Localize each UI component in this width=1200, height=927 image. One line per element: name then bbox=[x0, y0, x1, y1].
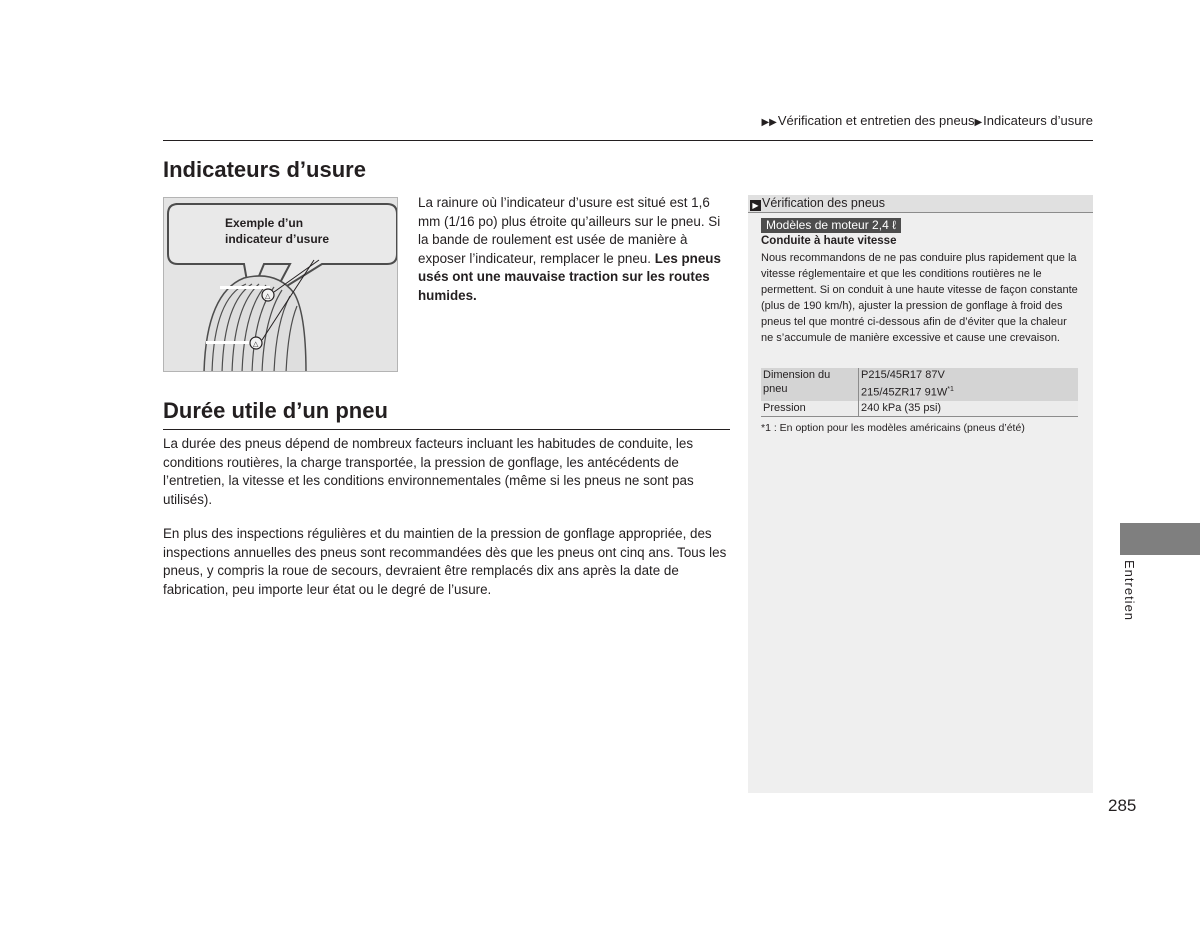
breadcrumb-arrow-icon: ▶▶ bbox=[761, 117, 777, 128]
cross-reference-icon: ▶ bbox=[750, 200, 761, 211]
page-number: 285 bbox=[1108, 796, 1137, 815]
section-title-tire-life: Durée utile d’un pneu bbox=[163, 398, 388, 423]
sidebar-text: Nous recommandons de ne pas conduire plus rapidement que la vitesse réglementaire et que les conditions routières ne le permettent. Si on conduit à une haute vitesse de façon constante (plus de 190 km/h), ajuster la pression de gonflage à froid des pneus tel que montré ci-dessous afin de d’éviter que la chaleur ne s’accumule de manière excessive et cause une crevaison. bbox=[761, 252, 1078, 344]
breadcrumb-item-2: Indicateurs d’usure bbox=[983, 113, 1093, 128]
breadcrumb bbox=[761, 113, 1093, 128]
tire-size-1: P215/45R17 87V bbox=[861, 369, 945, 381]
footnote-marker: *1 bbox=[947, 385, 954, 393]
tire-size-2: 215/45ZR17 91W bbox=[861, 386, 948, 399]
table-cell-value bbox=[859, 368, 1079, 401]
wear-indicator-warning: Les pneus usés ont une mauvaise traction sur les routes humides. bbox=[418, 250, 721, 303]
sidebar-heading bbox=[748, 195, 1093, 213]
sidebar-subheading: Conduite à haute vitesse bbox=[761, 235, 897, 247]
wear-indicator-text: La rainure où l’indicateur d’usure est situé est 1,6 mm (1/16 po) plus étroite qu’ailleurs sur le pneu. Si la bande de roulement est usée de manière à exposer l’indicateur, remplacer le pneu. bbox=[418, 195, 721, 266]
section-title-wear-indicators: Indicateurs d’usure bbox=[163, 157, 366, 182]
tire-pressure-table bbox=[761, 368, 1078, 417]
figure-callout bbox=[225, 215, 365, 247]
table-row bbox=[761, 401, 1078, 417]
chapter-tab-label: Entretien bbox=[1122, 560, 1137, 622]
sidebar-note bbox=[748, 195, 1093, 793]
breadcrumb-item-1: Vérification et entretien des pneus bbox=[777, 113, 975, 128]
table-footnote: *1 : En option pour les modèles américains (pneus d’été) bbox=[761, 422, 1025, 434]
tire-life-paragraph-2: En plus des inspections régulières et du maintien de la pression de gonflage appropriée, des inspections annuelles des pneus sont recommandées dès que les pneus ont cinq ans. Tous les pneus, y compris la roue de secours, devraient être remplacés dix ans après la date de fabrication, peu importe leur état ou le degré de l’usure. bbox=[163, 526, 727, 597]
chapter-tab bbox=[1120, 523, 1200, 555]
figure-callout-line: indicateur d’usure bbox=[225, 232, 330, 246]
figure-callout-line: Exemple d’un bbox=[225, 216, 304, 230]
table-cell-label: Dimension du pneu bbox=[761, 368, 859, 401]
table-row bbox=[761, 368, 1078, 401]
table-cell-value: 240 kPa (35 psi) bbox=[859, 401, 1079, 417]
table-cell-label: Pression bbox=[761, 401, 859, 417]
tire-wear-indicator-illustration bbox=[163, 197, 398, 372]
sidebar-heading-text: Vérification des pneus bbox=[762, 196, 885, 210]
wear-indicator-description bbox=[418, 194, 728, 305]
svg-text:△: △ bbox=[265, 293, 271, 300]
section-divider bbox=[163, 429, 730, 430]
svg-text:△: △ bbox=[253, 341, 259, 348]
engine-model-badge: Modèles de moteur 2,4 ℓ bbox=[761, 218, 901, 233]
breadcrumb-arrow-icon: ▶ bbox=[974, 117, 983, 128]
header-divider bbox=[163, 140, 1093, 141]
tire-life-paragraph-1: La durée des pneus dépend de nombreux facteurs incluant les habitudes de conduite, les conditions routières, la charge transportée, la pression de gonflage, les antécédents de l’entretien, la vitesse et les conditions environnementales (même si les pneus ne sont pas utilisés). bbox=[163, 436, 694, 507]
